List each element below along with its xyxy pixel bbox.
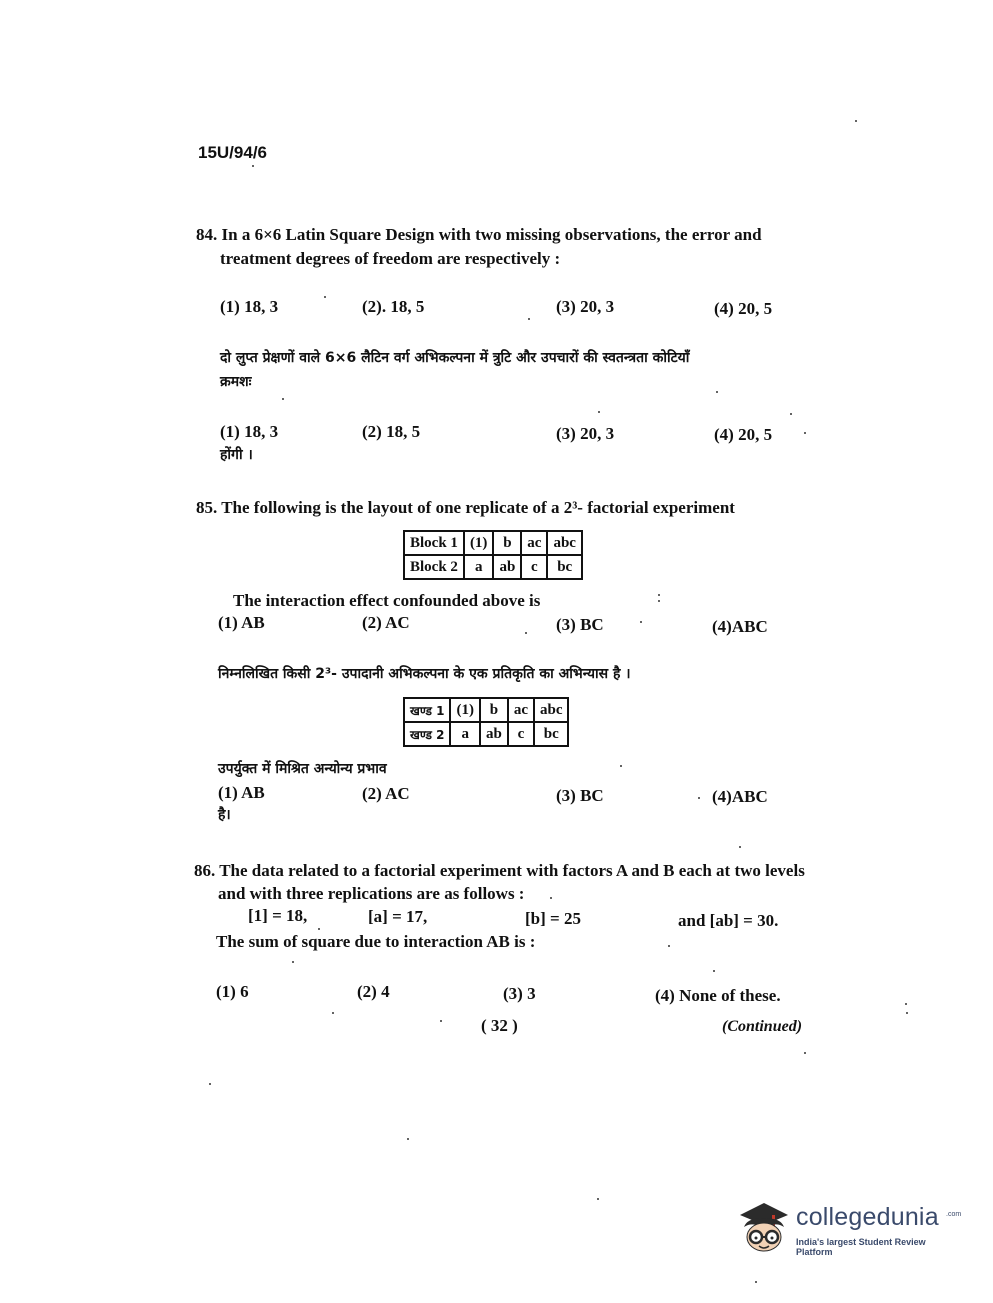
continued-label: (Continued) bbox=[722, 1018, 803, 1035]
q86-line1: 86. The data related to a factorial experiment with factors A and B each at two levels bbox=[194, 861, 805, 880]
table-cell: c bbox=[521, 555, 547, 579]
scan-speck bbox=[332, 1012, 334, 1014]
q84-en-option-3: (3) 20, 3 bbox=[556, 297, 615, 316]
q85-layout-table-hi bbox=[403, 697, 569, 747]
collegedunia-mascot-icon bbox=[734, 1197, 794, 1259]
scan-speck bbox=[790, 413, 792, 415]
collegedunia-com-text: .com bbox=[946, 1211, 962, 1218]
table-cell: ac bbox=[521, 531, 547, 555]
scan-speck bbox=[713, 970, 715, 972]
scan-speck bbox=[640, 621, 642, 623]
q85-en-question: The interaction effect confounded above is bbox=[233, 591, 541, 610]
q84-hi-option-2: (2) 18, 5 bbox=[362, 422, 421, 441]
q85-hi-suffix: है। bbox=[218, 807, 231, 823]
table-cell: (1) bbox=[450, 698, 480, 722]
paper-code: 15U/94/6 bbox=[198, 143, 267, 162]
scan-speck bbox=[755, 1281, 757, 1283]
scan-speck bbox=[716, 391, 718, 393]
block-label: खण्ड 2 bbox=[404, 722, 450, 746]
table-cell: bc bbox=[534, 722, 569, 746]
q86-question: The sum of square due to interaction AB is : bbox=[216, 932, 536, 951]
q85-hi-question: उपर्युक्त में मिश्रित अन्योन्य प्रभाव bbox=[218, 761, 387, 777]
q85-en-option-4: (4)ABC bbox=[712, 617, 768, 636]
q86-option-2: (2) 4 bbox=[357, 982, 390, 1001]
q84-hi-option-3: (3) 20, 3 bbox=[556, 424, 615, 443]
scan-speck bbox=[292, 961, 294, 963]
scan-speck bbox=[598, 411, 600, 413]
table-cell: bc bbox=[547, 555, 582, 579]
table-cell: c bbox=[508, 722, 534, 746]
table-cell: ac bbox=[508, 698, 534, 722]
collegedunia-tagline: India's largest Student Review Platform bbox=[796, 1237, 926, 1257]
table-cell: abc bbox=[547, 531, 582, 555]
table-row bbox=[404, 722, 568, 746]
q85-hi-option-2: (2) AC bbox=[362, 784, 410, 803]
scan-speck bbox=[668, 945, 670, 947]
table-cell: a bbox=[464, 555, 494, 579]
table-cell: abc bbox=[534, 698, 569, 722]
table-cell: ab bbox=[493, 555, 521, 579]
page-number: ( 32 ) bbox=[481, 1016, 518, 1035]
table-cell: b bbox=[493, 531, 521, 555]
q86-option-1: (1) 6 bbox=[216, 982, 249, 1001]
block-label: Block 2 bbox=[404, 555, 464, 579]
q86-option-4: (4) None of these. bbox=[655, 986, 781, 1005]
collegedunia-brand-text: collegedunia bbox=[796, 1203, 939, 1231]
q84-hi-line2: क्रमशः bbox=[220, 374, 252, 390]
q84-en-line2: treatment degrees of freedom are respectively : bbox=[220, 249, 561, 268]
scan-speck bbox=[906, 1012, 908, 1014]
table-cell: b bbox=[480, 698, 508, 722]
scan-speck bbox=[905, 1003, 907, 1005]
q86-data-ab: and [ab] = 30. bbox=[678, 911, 779, 930]
q84-hi-suffix: होंगी । bbox=[220, 447, 253, 463]
q86-line2: and with three replications are as follows : bbox=[218, 884, 525, 903]
q85-en-option-2: (2) AC bbox=[362, 613, 410, 632]
q86-data-a: [a] = 17, bbox=[368, 907, 428, 926]
scan-speck bbox=[525, 632, 527, 634]
q84-hi-option-4: (4) 20, 5 bbox=[714, 425, 773, 444]
q84-en-option-2: (2). 18, 5 bbox=[362, 297, 425, 316]
scan-speck bbox=[620, 765, 622, 767]
q85-hi-line: निम्नलिखित किसी 2³- उपादानी अभिकल्पना के एक प्रतिकृति का अभिन्यास है । bbox=[218, 666, 631, 682]
q84-hi-line1: दो लुप्त प्रेक्षणों वाले 6×6 लैटिन वर्ग अभिकल्पना में त्रुटि और उपचारों की स्वतन्त्रता कोटियाँ bbox=[220, 350, 690, 366]
scan-speck bbox=[804, 432, 806, 434]
scan-speck bbox=[739, 846, 741, 848]
table-row bbox=[404, 555, 582, 579]
q84-en-option-1: (1) 18, 3 bbox=[220, 297, 279, 316]
table-cell: ab bbox=[480, 722, 508, 746]
q85-layout-table-en bbox=[403, 530, 583, 580]
scan-speck bbox=[698, 797, 700, 799]
q85-en-line: 85. The following is the layout of one replicate of a 2³- factorial experiment bbox=[196, 498, 735, 517]
table-cell: a bbox=[450, 722, 480, 746]
table-row bbox=[404, 698, 568, 722]
table-cell: (1) bbox=[464, 531, 494, 555]
scan-speck bbox=[209, 1083, 211, 1085]
q86-option-3: (3) 3 bbox=[503, 984, 536, 1003]
q86-data-b: [b] = 25 bbox=[525, 909, 581, 928]
q85-hi-option-1: (1) AB bbox=[218, 783, 265, 802]
q85-hi-option-3: (3) BC bbox=[556, 786, 604, 805]
scan-speck bbox=[407, 1138, 409, 1140]
block-label: खण्ड 1 bbox=[404, 698, 450, 722]
scan-speck bbox=[804, 1052, 806, 1054]
scan-speck bbox=[597, 1198, 599, 1200]
q85-en-option-1: (1) AB bbox=[218, 613, 265, 632]
q84-en-option-4: (4) 20, 5 bbox=[714, 299, 773, 318]
scan-speck bbox=[550, 897, 552, 899]
q85-hi-option-4: (4)ABC bbox=[712, 787, 768, 806]
q84-hi-option-1: (1) 18, 3 bbox=[220, 422, 279, 441]
scan-speck bbox=[318, 928, 320, 930]
q84-en-line1: 84. In a 6×6 Latin Square Design with two missing observations, the error and bbox=[196, 225, 762, 244]
scan-speck bbox=[658, 600, 660, 602]
block-label: Block 1 bbox=[404, 531, 464, 555]
q85-en-option-3: (3) BC bbox=[556, 615, 604, 634]
scan-speck bbox=[855, 120, 857, 122]
scan-speck bbox=[282, 398, 284, 400]
collegedunia-watermark bbox=[734, 1195, 964, 1265]
scan-speck bbox=[658, 594, 660, 596]
q86-data-1: [1] = 18, bbox=[248, 906, 308, 925]
scan-speck bbox=[528, 318, 530, 320]
scan-speck bbox=[324, 296, 326, 298]
scan-speck bbox=[440, 1020, 442, 1022]
table-row bbox=[404, 531, 582, 555]
scan-speck bbox=[252, 165, 254, 167]
